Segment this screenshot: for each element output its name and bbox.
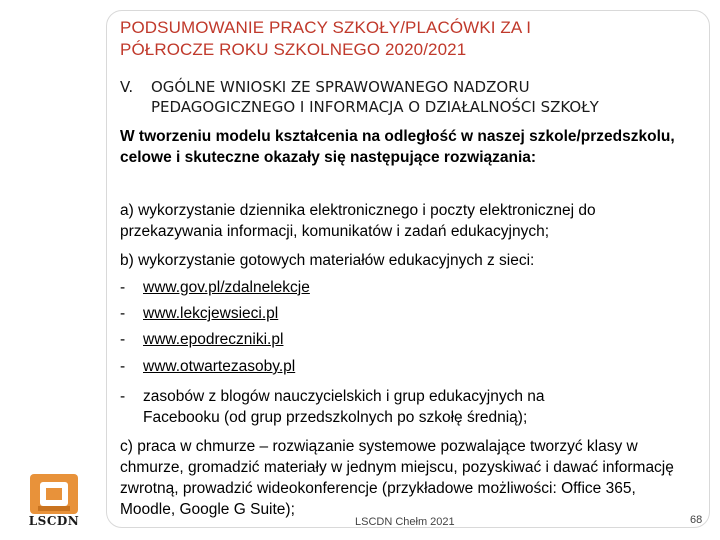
link-epodreczniki[interactable]: www.epodreczniki.pl xyxy=(143,331,284,348)
logo-text: LSCDN xyxy=(28,514,80,528)
section-line-1: OGÓLNE WNIOSKI ZE SPRAWOWANEGO NADZORU xyxy=(151,78,530,96)
resource-line-2: Facebooku (od grup przedszkolnych po szkołę średnią); xyxy=(143,409,528,426)
link-otwartezasoby[interactable]: www.otwartezasoby.pl xyxy=(143,358,296,375)
list-dash: - xyxy=(120,358,126,375)
resource-line-1: zasobów z blogów nauczycielskich i grup edukacyjnych na xyxy=(143,388,545,405)
link-item xyxy=(120,329,283,350)
footer-center: LSCDN Chełm 2021 xyxy=(355,516,455,528)
link-lekcjewsieci[interactable]: www.lekcjewsieci.pl xyxy=(143,305,279,322)
link-gov-zdalnelekcje[interactable]: www.gov.pl/zdalnelekcje xyxy=(143,279,310,296)
intro-paragraph: W tworzeniu modelu kształcenia na odległość w naszej szkole/przedszkolu, celowe i skuteczne okazały się następujące rozwiązania: xyxy=(120,128,675,166)
section-line-2: PEDAGOGICZNEGO I INFORMACJA O DZIAŁALNOŚCI SZKOŁY xyxy=(151,98,599,116)
slide-title xyxy=(120,17,600,61)
link-item xyxy=(120,303,278,324)
resource-item xyxy=(120,386,545,428)
list-dash: - xyxy=(120,279,126,296)
list-dash: - xyxy=(120,305,126,322)
page-number: 68 xyxy=(690,514,703,526)
list-dash: - xyxy=(120,331,126,348)
point-c: c) praca w chmurze – rozwiązanie systemowe pozwalające tworzyć klasy w chmurze, gromadzić materiały w jednym miejscu, pozyskiwać i dawać informację zwrotną, prowadzić wideokonferencje (przykładowe możliwości: Office 365, Moodle, Google G Suite); xyxy=(120,438,674,518)
link-item xyxy=(120,277,310,298)
list-dash: - xyxy=(120,388,126,405)
title-line-2: PÓŁROCZE ROKU SZKOLNEGO 2020/2021 xyxy=(120,40,467,59)
link-item xyxy=(120,356,295,377)
section-number: V. xyxy=(120,78,134,96)
point-b: b) wykorzystanie gotowych materiałów edukacyjnych z sieci: xyxy=(120,252,535,269)
point-a: a) wykorzystanie dziennika elektronicznego i poczty elektronicznej do przekazywania informacji, komunikatów i zadań edukacyjnych; xyxy=(120,202,596,240)
section-heading xyxy=(120,77,700,117)
title-line-1: PODSUMOWANIE PRACY SZKOŁY/PLACÓWKI ZA I xyxy=(120,18,532,37)
